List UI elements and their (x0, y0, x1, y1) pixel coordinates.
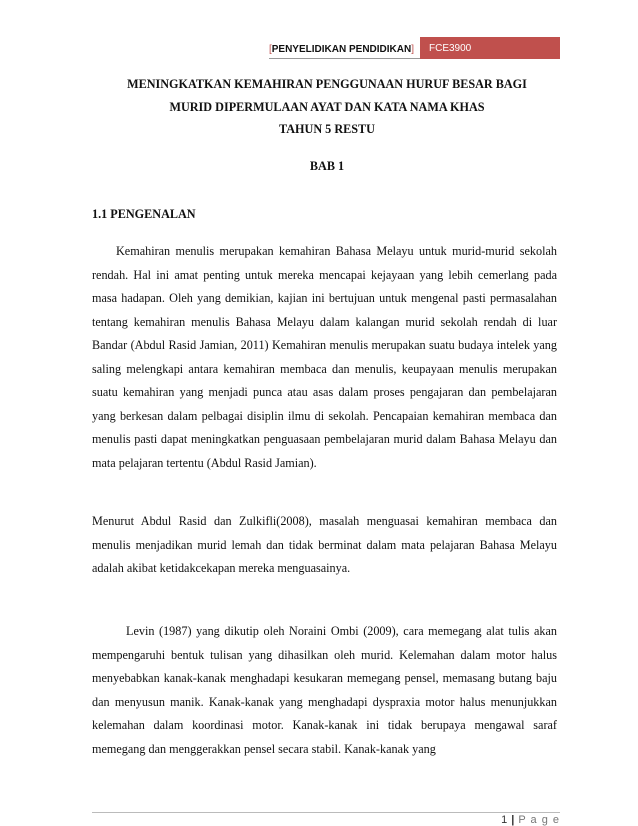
footer-divider (92, 812, 560, 813)
page-label: P a g e (518, 814, 560, 826)
document-title-line-1: MENINGKATKAN KEMAHIRAN PENGGUNAAN HURUF BESAR BAGI (127, 77, 527, 91)
header-bracket-open: [ (268, 44, 272, 55)
chapter-heading: BAB 1 (309, 159, 345, 173)
section-heading: 1.1 PENGENALAN (92, 207, 196, 221)
header-title-text: PENYELIDIKAN PENDIDIKAN (271, 44, 412, 55)
header-course-code: FCE3900 (420, 37, 560, 59)
page-header (92, 37, 560, 59)
header-title (269, 37, 420, 59)
header-bracket-close: ] (411, 44, 414, 55)
paragraph-2: Menurut Abdul Rasid dan Zulkifli(2008), masalah menguasai kemahiran membaca dan menulis menjadikan murid lemah dan tidak berminat dalam mata pelajaran Bahasa Melayu adalah akibat ketidakcekapan mereka menguasainya. (92, 514, 557, 575)
paragraph-1: Kemahiran menulis merupakan kemahiran Bahasa Melayu untuk murid-murid sekolah rendah. Hal ini amat penting untuk mereka mencapai kejayaan yang lebih cemerlang pada masa hadapan. Oleh yang demikian, kajian ini bertujuan untuk mengenal pasti permasalahan tentang kemahiran menulis Bahasa Melayu dalam kalangan murid sekolah rendah di luar Bandar (Abdul Rasid Jamian, 2011) Kemahiran menulis merupakan suatu budaya intelek yang saling melengkapi antara kemahiran membaca dan menulis, keupayaan menulis merupakan suatu kemahiran yang menjadi punca atau asas dalam proses pengajaran dan pembelajaran yang berkesan dalam pelbagai disiplin ilmu di sekolah. Pencapaian kemahiran membaca dan menulis pasti dapat meningkatkan penguasaan pembelajaran murid dalam Bahasa Melayu dan mata pelajaran tertentu (Abdul Rasid Jamian). (92, 244, 557, 470)
footer-separator: | (511, 814, 516, 826)
document-title-line-3: TAHUN 5 RESTU (279, 122, 375, 136)
page-footer (501, 814, 560, 826)
paragraph-3: Levin (1987) yang dikutip oleh Noraini Ombi (2009), cara memegang alat tulis akan mempengaruhi bentuk tulisan yang dihasilkan oleh murid. Kelemahan dalam motor halus menyebabkan kanak-kanak menghadapi kesukaran memegang pensel, memasang butang baju dan menyusun manik. Kanak-kanak yang menghadapi dyspraxia motor halus menunjukkan kelemahan dalam koordinasi motor. Kanak-kanak ini tidak berupaya mengawal saraf memegang dan menggerakkan pensel secara stabil. Kanak-kanak yang (92, 624, 557, 756)
document-title-line-2: MURID DIPERMULAAN AYAT DAN KATA NAMA KHAS (169, 100, 485, 114)
page-number: 1 (501, 814, 509, 826)
